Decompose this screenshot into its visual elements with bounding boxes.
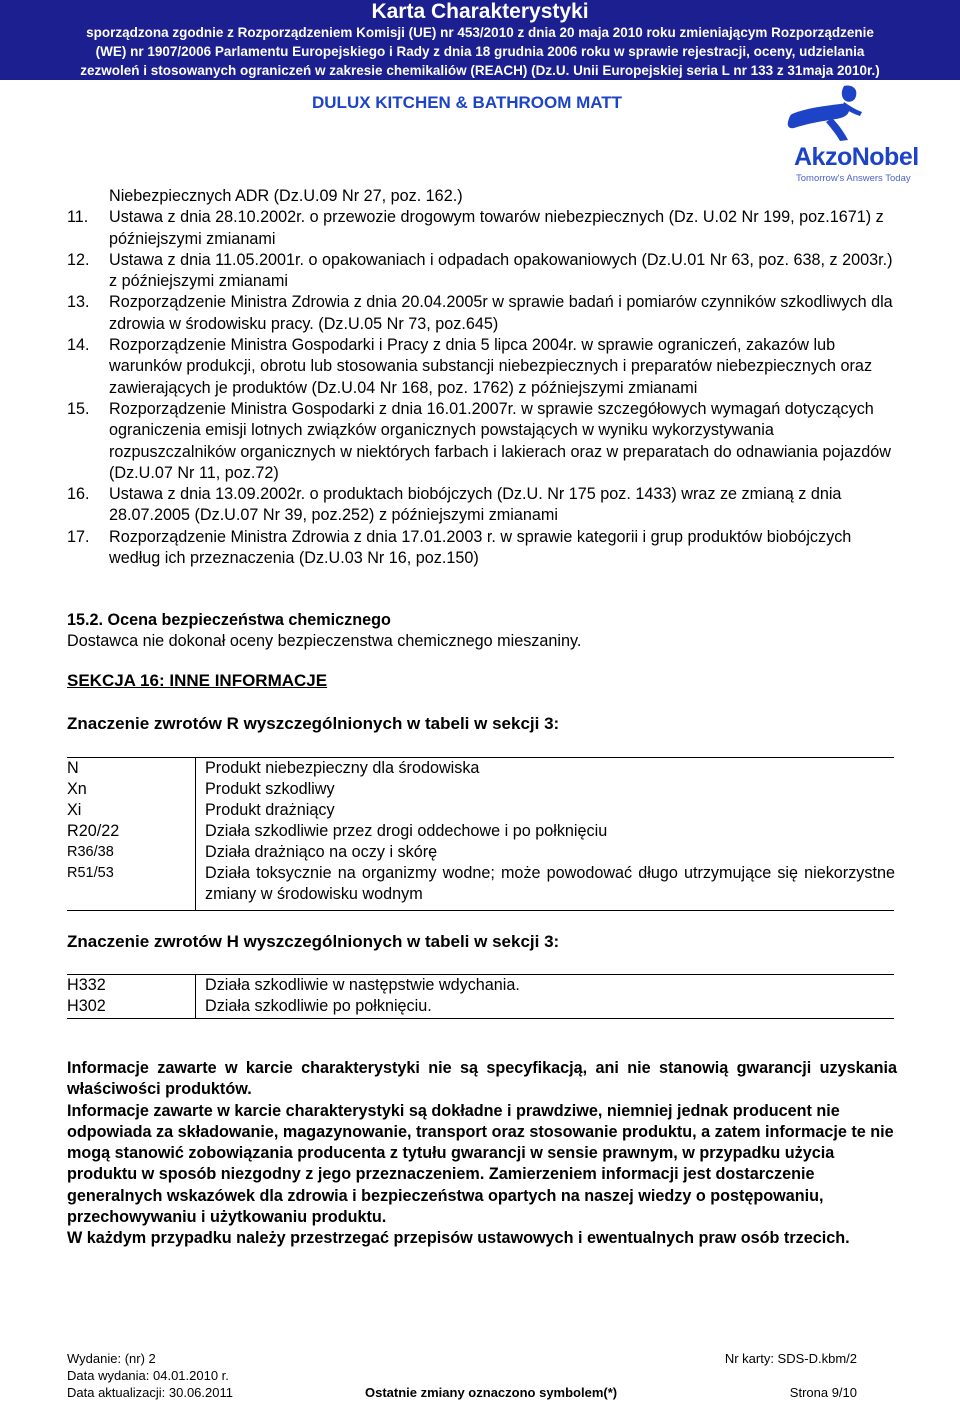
table-row xyxy=(67,842,895,863)
table-row xyxy=(67,996,895,1017)
header-regulation-line-3: zezwoleń i stosowanych ograniczeń w zakresie chemikaliów (REACH) (Dz.U. Unii Europejskiej seria L nr 133 z 31maja 2010r.) xyxy=(80,63,880,78)
document-header xyxy=(0,0,960,80)
table-cell-code: R51/53 xyxy=(67,865,114,881)
section-15-2-heading: 15.2. Ocena bezpieczeństwa chemicznego xyxy=(67,611,391,629)
table-cell-code: H332 xyxy=(67,976,106,994)
table-row xyxy=(67,821,895,842)
table-cell-desc: Produkt niebezpieczny dla środowiska xyxy=(205,759,480,777)
disclaimer-paragraph-1: Informacje zawarte w karcie charakterystyki nie są specyfikacją, ani nie stanowią gwarancji uzyskania właściwości produktów. xyxy=(67,1059,897,1099)
section-16-heading: SEKCJA 16: INNE INFORMACJE xyxy=(67,671,328,690)
footer-card-number: Nr karty: SDS-D.kbm/2 xyxy=(724,1351,857,1366)
product-name: DULUX KITCHEN & BATHROOM MATT xyxy=(312,93,623,112)
h-phrases-heading: Znaczenie zwrotów H wyszczególnionych w tabeli w sekcji 3: xyxy=(67,932,560,951)
list-item-text: Ustawa z dnia 28.10.2002r. o przewozie drogowym towarów niebezpiecznych (Dz. U.02 Nr 199, poz.1671) z późniejszymi zmianami xyxy=(109,208,884,248)
table-cell-code: H302 xyxy=(67,997,106,1015)
list-item xyxy=(67,527,897,570)
disclaimer xyxy=(67,1058,897,1250)
akzonobel-figure-icon xyxy=(786,84,870,142)
list-item-number: 13. xyxy=(67,293,90,312)
list-item xyxy=(67,186,897,207)
list-item xyxy=(67,484,897,527)
header-regulation-line-1: sporządzona zgodnie z Rozporządzeniem Komisji (UE) nr 453/2010 z dnia 20 maja 2010 roku zmieniającym Rozporządzenie xyxy=(86,25,874,40)
footer-changes-note: Ostatnie zmiany oznaczono symbolem(*) xyxy=(365,1385,618,1400)
list-item-text: Rozporządzenie Ministra Gospodarki i Pracy z dnia 5 lipca 2004r. w sprawie ograniczeń, zakazów lub warunków produkcji, obrotu lub stosowania substancji niebezpiecznych i preparatów niebezpiecznych oraz zawierających je produktów (Dz.U.04 Nr 168, poz. 1762) z późniejszymi zmianami xyxy=(109,336,873,397)
akzonobel-brand-text: AkzoNobel xyxy=(794,143,919,171)
footer-edition: Wydanie: (nr) 2 xyxy=(67,1351,156,1366)
list-item-number: 12. xyxy=(67,250,90,269)
list-item-number: 14. xyxy=(67,336,90,355)
table-cell-code: R36/38 xyxy=(67,844,114,860)
table-cell-code: R20/22 xyxy=(67,822,120,840)
table-rule xyxy=(67,910,894,911)
list-item-number: 11. xyxy=(67,208,89,227)
footer-update-date: Data aktualizacji: 30.06.2011 xyxy=(67,1385,233,1400)
list-item-text: Rozporządzenie Ministra Zdrowia z dnia 17.01.2003 r. w sprawie kategorii i grup produktów biobójczych według ich przeznaczenia (Dz.U.03 Nr 16, poz.150) xyxy=(109,527,852,568)
document-title: Karta Charakterystyki xyxy=(371,0,589,23)
table-cell-desc: Działa drażniąco na oczy i skórę xyxy=(205,843,438,861)
list-item-text: Rozporządzenie Ministra Gospodarki z dnia 16.01.2007r. w sprawie szczegółowych wymagań dotyczących ograniczenia emisji lotnych związków organicznych powstających w wyniku wykorzystywania rozpuszczalników organicznych w niektórych farbach i lakierach oraz w preparatach do odnawiania pojazdów (Dz.U.07 Nr 11, poz.72) xyxy=(109,399,891,482)
table-cell-desc: Działa szkodliwie przez drogi oddechowe i po połknięciu xyxy=(205,822,608,840)
footer-page-number: Strona 9/10 xyxy=(789,1385,857,1400)
table-cell-code: Xi xyxy=(67,801,82,819)
table-cell-desc: Działa toksycznie na organizmy wodne; może powodować długo utrzymujące się niekorzystne zmiany w środowisku wodnym xyxy=(205,864,895,903)
section-15-2 xyxy=(67,610,581,652)
table-cell-desc: Działa szkodliwie w następstwie wdychania. xyxy=(205,976,520,994)
list-item-number: 16. xyxy=(67,485,90,504)
list-item-number: 15. xyxy=(67,399,90,418)
disclaimer-paragraph-2: Informacje zawarte w karcie charakterystyki są dokładne i prawdziwe, niemniej jednak producent nie odpowiada za składowanie, magazynowanie, transport oraz stosowanie produktu, a zatem informacje te nie mogą stanowić zobowiązania producenta z tytułu gwarancji w sensie prawnym, w przypadku użycia produktu w sposób niezgodny z jego przeznaczeniem. Zamierzeniem informacji jest dostarczenie generalnych wskazówek dla zdrowia i bezpieczeństwa opartych na naszej wiedzy o postępowaniu, przechowywaniu i użytkowaniu produktu. xyxy=(67,1101,894,1227)
disclaimer-paragraph-3: W każdym przypadku należy przestrzegać przepisów ustawowych i ewentualnych praw osób trzecich. xyxy=(67,1229,850,1248)
table-row xyxy=(67,975,895,996)
akzonobel-tagline: Tomorrow's Answers Today xyxy=(796,173,911,184)
footer-issue-date: Data wydania: 04.01.2010 r. xyxy=(67,1368,229,1383)
list-item xyxy=(67,207,897,250)
list-item-number: 17. xyxy=(67,527,90,546)
table-cell-code: N xyxy=(67,759,79,777)
list-item-text: Ustawa z dnia 11.05.2001r. o opakowaniach i odpadach opakowaniowych (Dz.U.01 Nr 63, poz. 638, z 2003r.) z późniejszymi zmianami xyxy=(109,250,893,291)
table-row xyxy=(67,758,895,779)
table-rule xyxy=(67,1018,894,1019)
r-phrases-heading: Znaczenie zwrotów R wyszczególnionych w tabeli w sekcji 3: xyxy=(67,714,560,733)
list-item-text: Ustawa z dnia 13.09.2002r. o produktach biobójczych (Dz.U. Nr 175 poz. 1433) wraz ze zmianą z dnia 28.07.2005 (Dz.U.07 Nr 39, poz.252) z późniejszymi zmianami xyxy=(109,485,842,525)
table-row xyxy=(67,779,895,800)
table-cell-desc: Produkt szkodliwy xyxy=(205,780,335,798)
list-item xyxy=(67,250,897,293)
table-cell-code: Xn xyxy=(67,780,87,798)
h-phrases-table xyxy=(67,975,895,1017)
header-regulation-line-2: (WE) nr 1907/2006 Parlamentu Europejskiego i Rady z dnia 18 grudnia 2006 roku w sprawie rejestracji, oceny, udzielania xyxy=(95,44,865,59)
r-phrases-table xyxy=(67,758,895,905)
akzonobel-logo xyxy=(782,84,932,184)
table-cell-desc: Produkt drażniący xyxy=(205,801,335,819)
list-item xyxy=(67,335,897,399)
list-item-text: Rozporządzenie Ministra Zdrowia z dnia 20.04.2005r w sprawie badań i pomiarów czynników szkodliwych dla zdrowia w środowisku pracy. (Dz.U.05 Nr 73, poz.645) xyxy=(109,293,893,333)
table-row xyxy=(67,800,895,821)
section-15-2-text: Dostawca nie dokonał oceny bezpieczenstwa chemicznego mieszaniny. xyxy=(67,632,582,650)
table-cell-desc: Działa szkodliwie po połknięciu. xyxy=(205,997,432,1015)
list-item xyxy=(67,292,897,335)
list-item-text: Niebezpiecznych ADR (Dz.U.09 Nr 27, poz. 162.) xyxy=(109,187,463,205)
list-item xyxy=(67,399,897,484)
legal-acts-list xyxy=(67,186,897,569)
table-row xyxy=(67,863,895,905)
